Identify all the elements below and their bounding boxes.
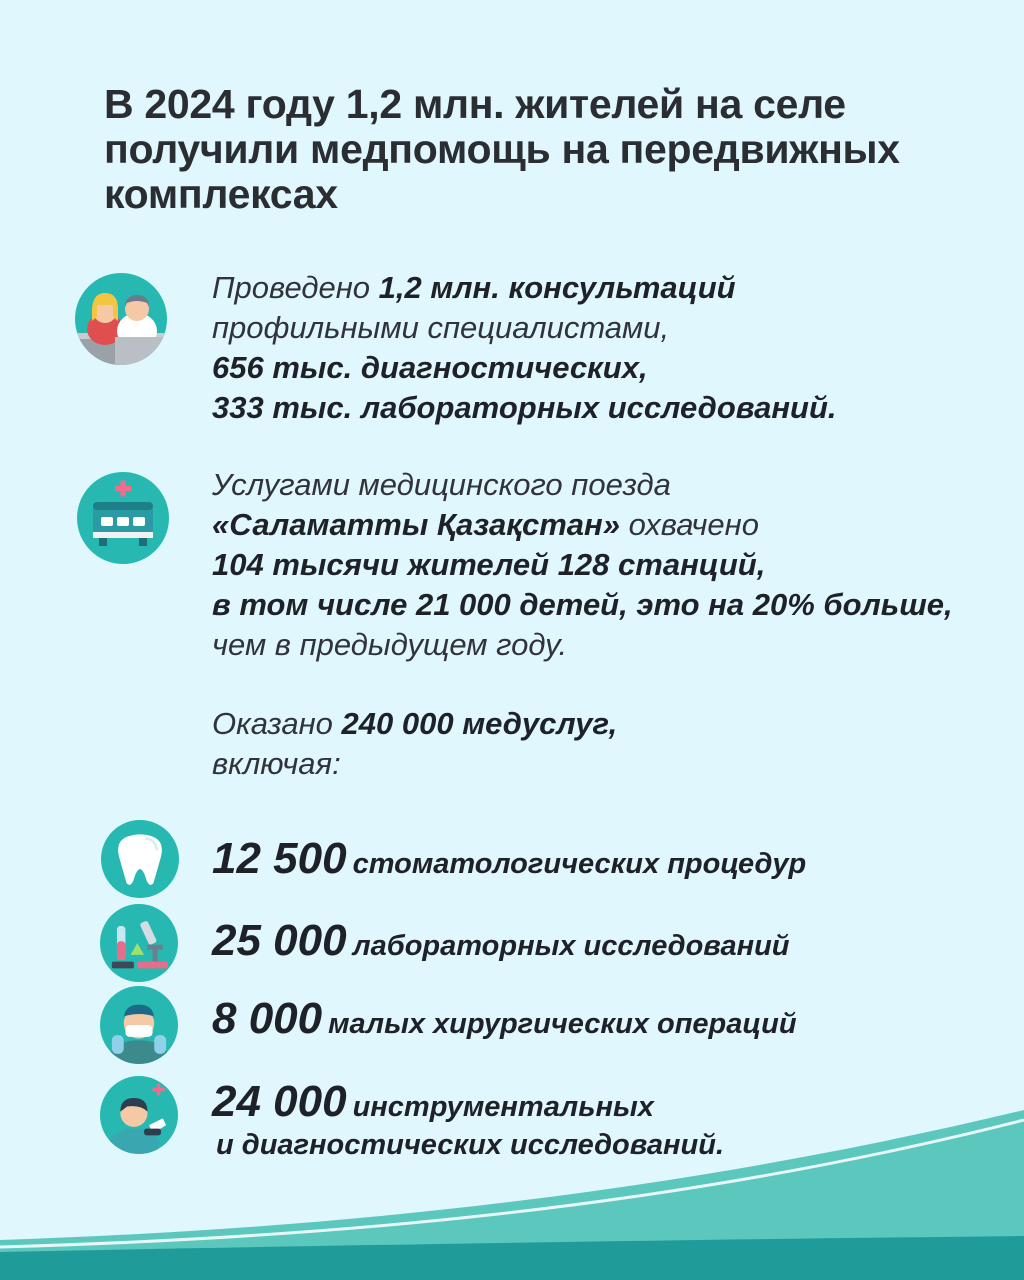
medical-train-icon	[77, 472, 169, 564]
consultations-block	[212, 268, 1002, 428]
residents-count: 104 тысячи жителей 128 станций,	[212, 547, 766, 582]
consultations-line-3	[212, 348, 1002, 388]
train-line-3	[212, 545, 1002, 585]
stat-lab-number: 25 000	[212, 916, 347, 965]
stat-diagnostics-number: 24 000	[212, 1077, 347, 1126]
stat-diagnostics-label: инструментальных	[352, 1091, 654, 1123]
page-title	[104, 82, 964, 217]
train-block	[212, 465, 1002, 665]
stat-surgery	[212, 994, 797, 1044]
title-line-1: В 2024 году 1,2 млн. жителей на селе	[104, 81, 846, 127]
stat-dental-number: 12 500	[212, 834, 347, 883]
stat-dental-label: стоматологических процедур	[352, 848, 807, 880]
diagnostic-count: 656 тыс. диагностических,	[212, 350, 648, 385]
title-line-2: получили медпомощь на передвижных	[104, 126, 900, 172]
train-line-4	[212, 585, 1002, 625]
lab-count: 333 тыс. лабораторных исследований.	[212, 390, 837, 425]
services-prefix: Оказано	[212, 706, 342, 741]
services-line-2: включая:	[212, 746, 341, 781]
train-line-5: чем в предыдущем году.	[212, 627, 568, 662]
train-name: «Саламатты Қазақстан»	[212, 507, 621, 542]
consultations-line-2: профильными специалистами,	[212, 310, 670, 345]
consultations-count: 1,2 млн. консультаций	[378, 270, 736, 305]
services-block	[212, 704, 1002, 784]
doctor-patient-icon	[75, 273, 167, 365]
stat-dental	[212, 834, 806, 884]
surgeon-icon	[100, 986, 178, 1064]
stat-lab-label: лабораторных исследований	[352, 930, 790, 962]
consultations-line-4	[212, 388, 1002, 428]
medic-icon	[100, 1076, 178, 1154]
train-line-2	[212, 505, 1002, 545]
train-covered: охвачено	[620, 507, 759, 542]
train-line-1: Услугами медицинского поезда	[212, 467, 671, 502]
stat-surgery-number: 8 000	[212, 994, 323, 1043]
stat-diagnostics-label-2: и диагностических исследований.	[216, 1129, 725, 1161]
services-count: 240 000 медуслуг,	[341, 706, 618, 741]
consultations-line-1	[212, 268, 1002, 308]
stat-diagnostics	[212, 1077, 724, 1162]
children-count: в том числе 21 000 детей, это на 20% больше,	[212, 587, 953, 622]
tooth-icon	[101, 820, 179, 898]
title-line-3: комплексах	[104, 171, 338, 217]
consultations-prefix: Проведено	[212, 270, 379, 305]
microscope-icon	[100, 904, 178, 982]
stat-surgery-label: малых хирургических операций	[328, 1008, 797, 1040]
stat-lab	[212, 916, 790, 966]
services-line-1	[212, 704, 1002, 744]
